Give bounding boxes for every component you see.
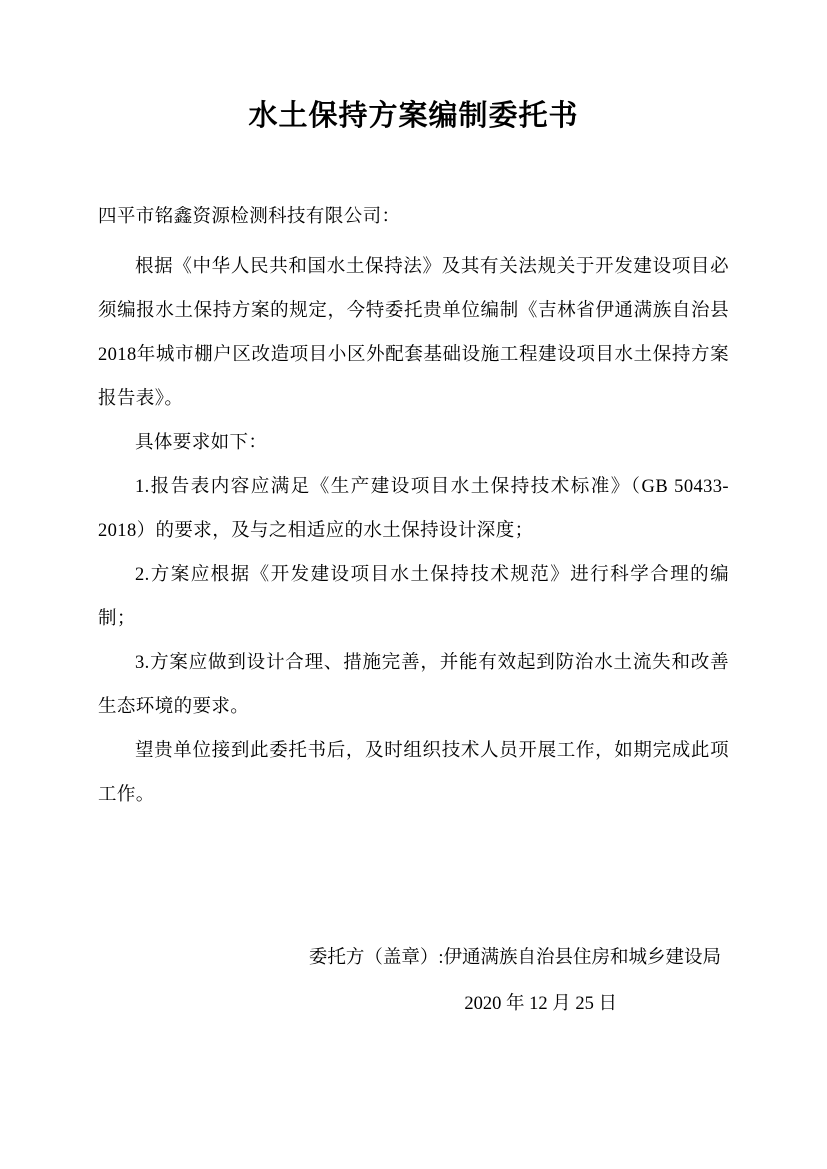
addressee-line: 四平市铭鑫资源检测科技有限公司： [98,207,401,227]
paragraph-2: 具体要求如下： [135,433,268,453]
paragraph-4: 2.方案应根据《开发建设项目水土保持技术规范》进行科学合理的编制； [98,565,729,629]
paragraph-6: 望贵单位接到此委托书后，及时组织技术人员开展工作，如期完成此项工作。 [98,741,729,805]
paragraph-3: 1.报告表内容应满足《生产建设项目水土保持技术标准》（GB 50433-2018）的要求，及与之相适应的水土保持设计深度； [98,477,729,541]
signature-line: 委托方（盖章）:伊通满族自治县住房和城乡建设局 [308,948,721,968]
paragraph-5: 3.方案应做到设计合理、措施完善，并能有效起到防治水土流失和改善生态环境的要求。 [98,653,729,717]
signature-block [98,935,729,1027]
document-body [98,195,729,817]
page-title: 水土保持方案编制委托书 [248,98,579,132]
paragraph-1: 根据《中华人民共和国水土保持法》及其有关法规关于开发建设项目必须编报水土保持方案的规定，今特委托贵单位编制《吉林省伊通满族自治县2018年城市棚户区改造项目小区外配套基础设施工程建设项目水土保持方案报告表》。 [98,257,729,409]
date-line: 2020 年 12 月 25 日 [464,994,617,1014]
